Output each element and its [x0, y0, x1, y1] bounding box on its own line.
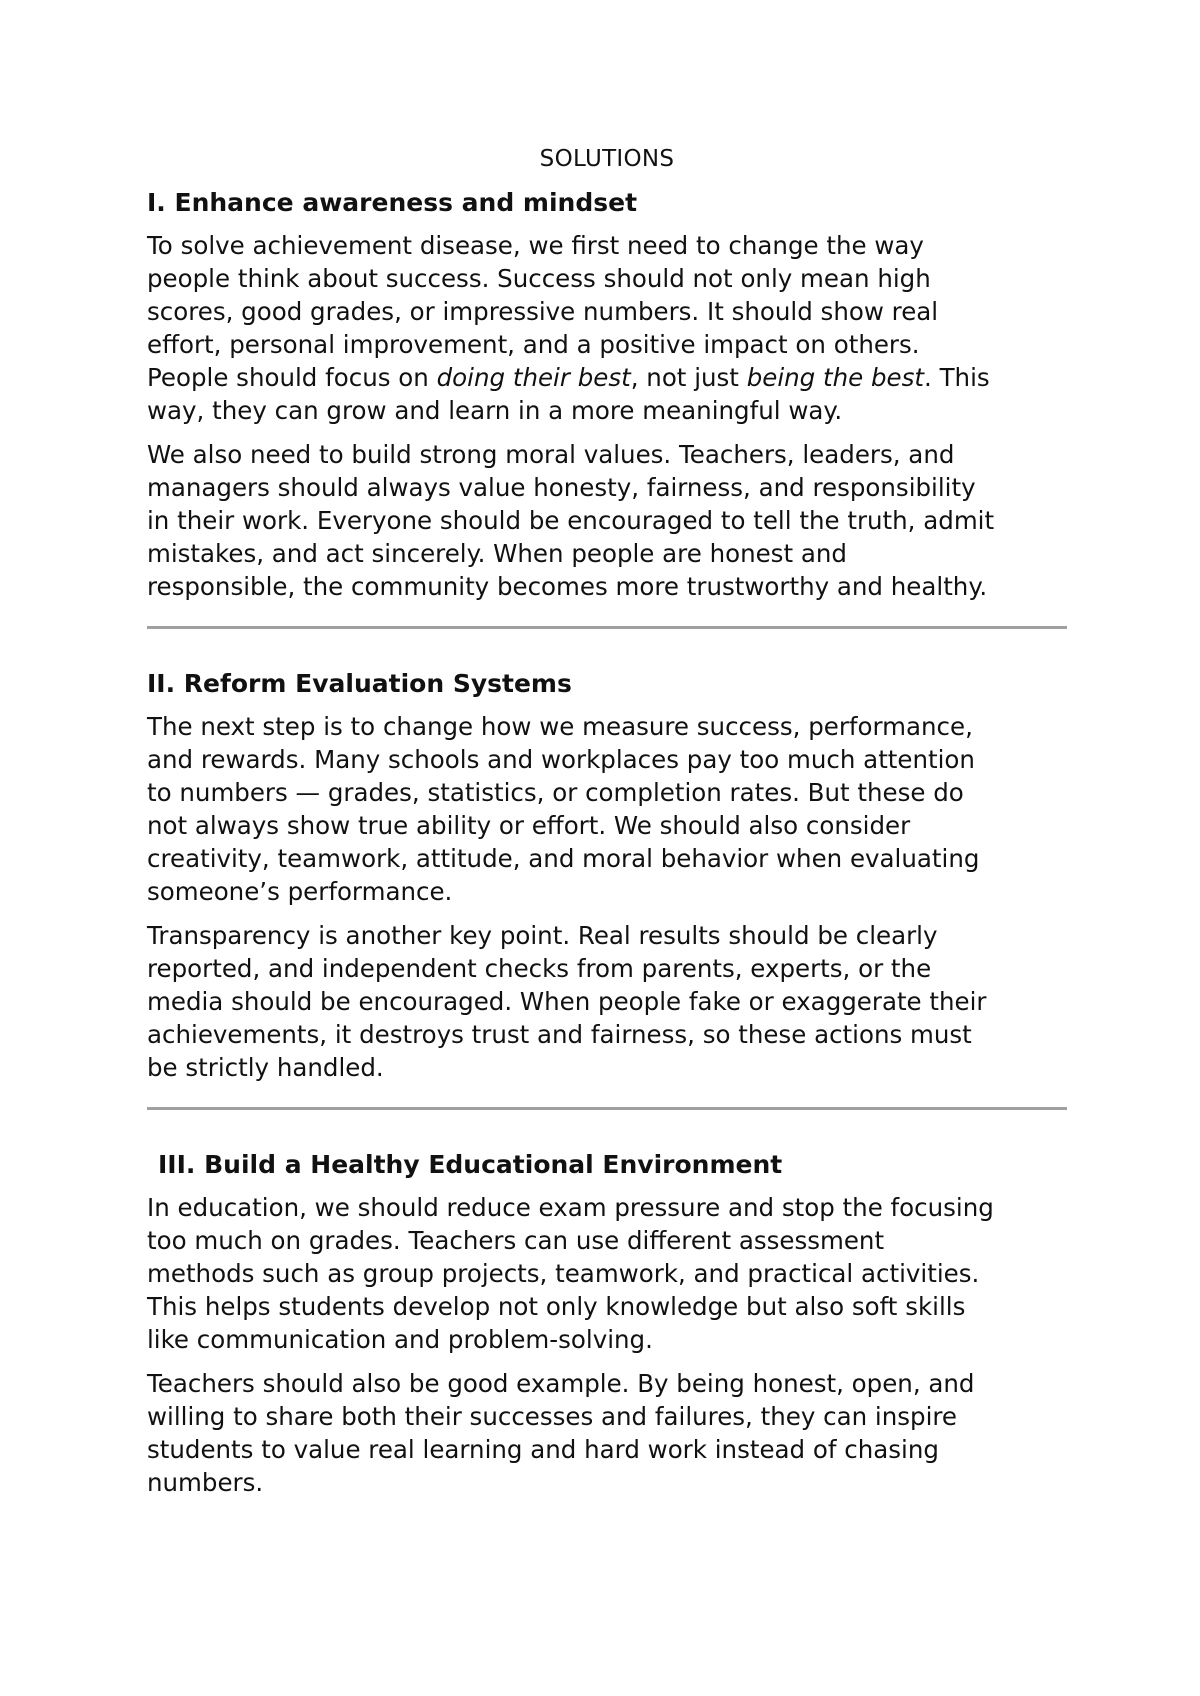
text-line: methods such as group projects, teamwork, and practical activities. — [147, 1259, 980, 1288]
paragraph — [147, 438, 1067, 603]
text-line — [147, 361, 1067, 394]
section-heading: II. Reform Evaluation Systems — [147, 669, 572, 698]
text-line: Transparency is another key point. Real results should be clearly — [147, 921, 938, 950]
text-line: numbers. — [147, 1468, 264, 1497]
text-line: achievements, it destroys trust and fairness, so these actions must — [147, 1020, 972, 1049]
paragraph — [147, 1191, 1067, 1356]
section-3 — [147, 1148, 1067, 1499]
text-line: We also need to build strong moral values. Teachers, leaders, and — [147, 440, 955, 469]
text-line: too much on grades. Teachers can use different assessment — [147, 1226, 885, 1255]
document-title: SOLUTIONS — [539, 146, 675, 172]
text-line: effort, personal improvement, and a positive impact on others. — [147, 330, 920, 359]
section-heading: I. Enhance awareness and mindset — [147, 188, 638, 217]
emphasis-text: doing their best — [436, 363, 631, 392]
horizontal-divider — [147, 626, 1067, 629]
text-line: someone’s performance. — [147, 877, 453, 906]
text-line: reported, and independent checks from parents, experts, or the — [147, 954, 932, 983]
paragraph — [147, 919, 1067, 1084]
paragraph — [147, 710, 1067, 908]
text-line: in their work. Everyone should be encouraged to tell the truth, admit — [147, 506, 995, 535]
text-line: to numbers — grades, statistics, or completion rates. But these do — [147, 778, 964, 807]
text-line: To solve achievement disease, we first need to change the way — [147, 231, 924, 260]
document-page — [147, 144, 1067, 1510]
text-line: media should be encouraged. When people fake or exaggerate their — [147, 987, 987, 1016]
text-line: managers should always value honesty, fairness, and responsibility — [147, 473, 976, 502]
text-run: . This — [924, 363, 990, 392]
text-line: be strictly handled. — [147, 1053, 384, 1082]
text-line: In education, we should reduce exam pressure and stop the focusing — [147, 1193, 994, 1222]
text-line: creativity, teamwork, attitude, and moral behavior when evaluating — [147, 844, 980, 873]
text-line: not always show true ability or effort. We should also consider — [147, 811, 911, 840]
text-line: like communication and problem-solving. — [147, 1325, 653, 1354]
text-line: scores, good grades, or impressive numbers. It should show real — [147, 297, 939, 326]
section-2 — [147, 667, 1067, 1084]
text-line: willing to share both their successes and failures, they can inspire — [147, 1402, 957, 1431]
emphasis-text: being the best — [746, 363, 924, 392]
text-line: Teachers should also be good example. By being honest, open, and — [147, 1369, 975, 1398]
text-line: people think about success. Success should not only mean high — [147, 264, 931, 293]
paragraph — [147, 1367, 1067, 1499]
text-run: People should focus on — [147, 363, 437, 392]
text-line: This helps students develop not only knowledge but also soft skills — [147, 1292, 966, 1321]
text-line: and rewards. Many schools and workplaces pay too much attention — [147, 745, 975, 774]
text-line: responsible, the community becomes more trustworthy and healthy. — [147, 572, 988, 601]
text-run: , not just — [630, 363, 747, 392]
text-line: The next step is to change how we measure success, performance, — [147, 712, 973, 741]
text-line: way, they can grow and learn in a more meaningful way. — [147, 396, 843, 425]
text-line: mistakes, and act sincerely. When people are honest and — [147, 539, 847, 568]
section-1 — [147, 186, 1067, 603]
section-heading: III. Build a Healthy Educational Environment — [158, 1150, 783, 1179]
text-line: students to value real learning and hard work instead of chasing — [147, 1435, 939, 1464]
horizontal-divider — [147, 1107, 1067, 1110]
paragraph — [147, 229, 1067, 427]
